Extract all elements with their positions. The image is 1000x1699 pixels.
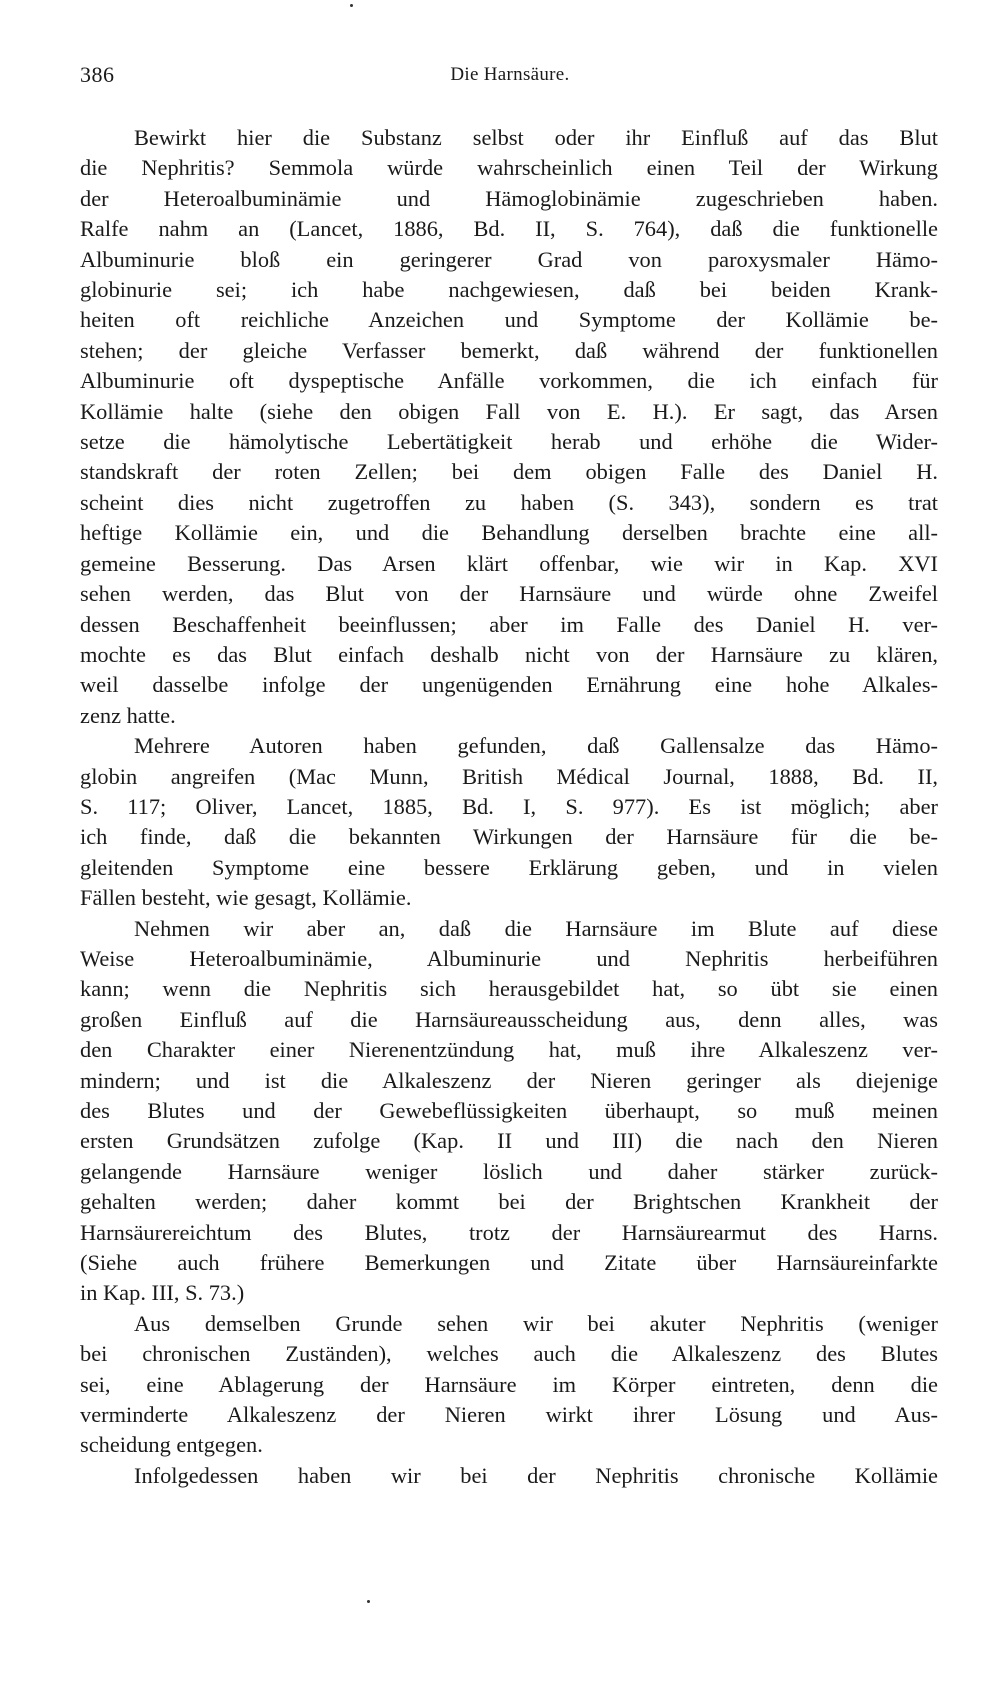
text-line: globinurie sei; ich habe nachgewiesen, daß bei beiden Krank-	[80, 277, 938, 303]
text-line: globin angreifen (Mac Munn, British Médical Journal, 1888, Bd. II,	[80, 763, 938, 789]
page-number: 386	[80, 62, 115, 87]
text-line: mindern; und ist die Alkaleszenz der Nieren geringer als diejenige	[80, 1067, 938, 1093]
paragraph	[80, 1461, 938, 1491]
page-header	[80, 62, 940, 92]
text-line: Albuminurie bloß ein geringerer Grad von paroxysmaler Hämo-	[80, 246, 938, 272]
text-line: großen Einfluß auf die Harnsäureausscheidung aus, denn alles, was	[80, 1006, 938, 1032]
text-line: dessen Beschaffenheit beeinflussen; aber im Falle des Daniel H. ver-	[80, 611, 938, 637]
text-line: weil dasselbe infolge der ungenügenden Ernährung eine hohe Alkales-	[80, 672, 938, 698]
text-line: setze die hämolytische Lebertätigkeit herab und erhöhe die Wider-	[80, 429, 938, 455]
paragraph	[80, 914, 938, 1309]
text-line: gleitenden Symptome eine bessere Erklärung geben, und in vielen	[80, 854, 938, 880]
text-line: mochte es das Blut einfach deshalb nicht von der Harnsäure zu klären,	[80, 641, 938, 667]
text-line: Harnsäurereichtum des Blutes, trotz der Harnsäurearmut des Harns.	[80, 1219, 938, 1245]
text-line: heftige Kollämie ein, und die Behandlung derselben brachte eine all-	[80, 520, 938, 546]
text-line: scheint dies nicht zugetroffen zu haben (S. 343), sondern es trat	[80, 489, 938, 515]
paragraph	[80, 123, 938, 731]
text-line: Weise Heteroalbuminämie, Albuminurie und Nephritis herbeiführen	[80, 945, 938, 971]
text-line: (Siehe auch frühere Bemerkungen und Zitate über Harnsäureinfarkte	[80, 1250, 938, 1276]
text-line: die Nephritis? Semmola würde wahrscheinlich einen Teil der Wirkung	[80, 155, 938, 181]
text-line: verminderte Alkaleszenz der Nieren wirkt ihrer Lösung und Aus-	[80, 1402, 938, 1428]
text-line: gemeine Besserung. Das Arsen klärt offenbar, wie wir in Kap. XVI	[80, 550, 938, 576]
text-line: Kollämie halte (siehe den obigen Fall von E. H.). Er sagt, das Arsen	[80, 398, 938, 424]
text-line: Infolgedessen haben wir bei der Nephritis chronische Kollämie	[134, 1462, 938, 1488]
text-line: sei, eine Ablagerung der Harnsäure im Körper eintreten, denn die	[80, 1371, 938, 1397]
text-line: ich finde, daß die bekannten Wirkungen der Harnsäure für die be-	[80, 824, 938, 850]
text-line: des Blutes und der Gewebeflüssigkeiten überhaupt, so muß meinen	[80, 1098, 938, 1123]
text-line: Fällen besteht, wie gesagt, Kollämie.	[80, 885, 412, 911]
text-line: Aus demselben Grunde sehen wir bei akuter Nephritis (weniger	[134, 1310, 938, 1336]
text-line: Mehrere Autoren haben gefunden, daß Gallensalze das Hämo-	[134, 733, 938, 759]
text-line: S. 117; Oliver, Lancet, 1885, Bd. I, S. 977). Es ist möglich; aber	[80, 793, 938, 819]
text-line: der Heteroalbuminämie und Hämoglobinämie zugeschrieben haben.	[80, 185, 938, 211]
text-line: Albuminurie oft dyspeptische Anfälle vorkommen, die ich einfach für	[80, 368, 938, 394]
print-speck	[367, 1600, 370, 1603]
paragraph	[80, 1309, 938, 1461]
running-title: Die Harnsäure.	[450, 64, 570, 85]
body-text	[80, 123, 938, 1491]
text-line: gelangende Harnsäure weniger löslich und daher stärker zurück-	[80, 1158, 938, 1184]
text-line: Ralfe nahm an (Lancet, 1886, Bd. II, S. 764), daß die funktionelle	[80, 216, 938, 242]
text-line: sehen werden, das Blut von der Harnsäure und würde ohne Zweifel	[80, 581, 938, 607]
text-line: bei chronischen Zuständen), welches auch die Alkaleszenz des Blutes	[80, 1341, 938, 1367]
text-line: ersten Grundsätzen zufolge (Kap. II und III) die nach den Nieren	[80, 1128, 938, 1154]
paragraph	[80, 731, 938, 913]
text-line: Bewirkt hier die Substanz selbst oder ihr Einfluß auf das Blut	[134, 125, 938, 150]
text-line: zenz hatte.	[80, 702, 176, 728]
text-line: heiten oft reichliche Anzeichen und Symptome der Kollämie be-	[80, 307, 938, 333]
text-line: stehen; der gleiche Verfasser bemerkt, daß während der funktionellen	[80, 337, 938, 363]
text-line: Nehmen wir aber an, daß die Harnsäure im Blute auf diese	[134, 915, 938, 941]
text-line: gehalten werden; daher kommt bei der Brightschen Krankheit der	[80, 1189, 938, 1215]
text-line: standskraft der roten Zellen; bei dem obigen Falle des Daniel H.	[80, 459, 938, 485]
print-speck	[350, 4, 353, 7]
text-line: kann; wenn die Nephritis sich herausgebildet hat, so übt sie einen	[80, 976, 938, 1002]
text-line: in Kap. III, S. 73.)	[80, 1280, 245, 1306]
text-line: scheidung entgegen.	[80, 1432, 263, 1458]
text-line: den Charakter einer Nierenentzündung hat, muß ihre Alkaleszenz ver-	[80, 1037, 938, 1063]
